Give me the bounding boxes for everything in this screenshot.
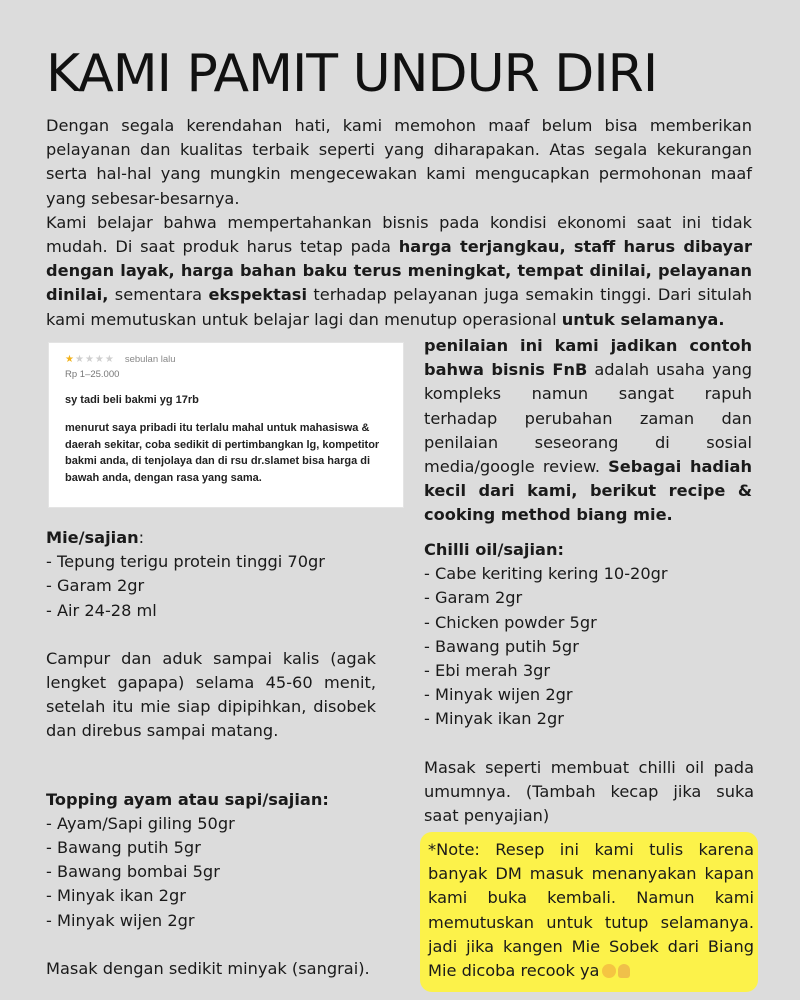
- bold-text: ekspektasi: [208, 285, 307, 305]
- list-item: - Bawang bombai 5gr: [46, 862, 220, 882]
- mie-method: Campur dan aduk sampai kalis (agak lengket gapapa) selama 45-60 menit, setelah itu mie siap dipipihkan, disobek dan direbus sampai matang.: [46, 648, 376, 741]
- text-run: sementara: [108, 285, 209, 305]
- text-run: Kami belajar bahwa mempertahankan bisnis pada kondisi ekonomi saat ini tidak mudah. Di saat produk harus tetap pada: [46, 212, 752, 257]
- chilli-heading: Chilli oil/sajian:: [424, 540, 564, 559]
- google-review-card: [48, 342, 404, 508]
- bold-text: Sebagai hadiah kecil dari kami, berikut recipe & cooking method biang mie.: [424, 457, 752, 525]
- intro-text: [46, 114, 752, 332]
- topping-method: Masak dengan sedikit minyak (sangrai).: [46, 958, 370, 978]
- star-empty-icon: ★: [74, 353, 85, 365]
- mie-heading: [46, 526, 376, 550]
- star-empty-icon: ★: [104, 353, 115, 365]
- bold-text: Mie/sajian: [46, 528, 139, 547]
- list-item: - Minyak wijen 2gr: [424, 685, 573, 705]
- page-title: KAMI PAMIT UNDUR DIRI: [46, 44, 658, 104]
- review-line-1: sy tadi beli bakmi yg 17rb: [65, 394, 199, 406]
- list-item: - Ayam/Sapi giling 50gr: [46, 813, 235, 833]
- left-column: [46, 526, 376, 981]
- list-item: - Bawang putih 5gr: [424, 636, 579, 656]
- review-body: menurut saya pribadi itu terlalu mahal untuk mahasiswa & daerah sekitar, coba sedikit di pertimbangkan lg, kompetitor bakmi anda, di tenjolaya dan di rsu dr.slamet bisa harga di bawah anda, dengan rasa yang sama.: [65, 422, 380, 484]
- bold-text: penilaian ini kami jadikan contoh bahwa bisnis FnB: [424, 336, 752, 380]
- list-item: - Ebi merah 3gr: [424, 661, 551, 681]
- list-item: - Garam 2gr: [46, 576, 145, 596]
- topping-ingredient-list: [46, 812, 376, 933]
- star-rating: [65, 354, 115, 365]
- list-item: - Minyak ikan 2gr: [424, 709, 564, 729]
- list-item: - Tepung terigu protein tinggi 70gr: [46, 552, 325, 572]
- star-empty-icon: ★: [94, 353, 105, 365]
- praying-hands-emoji-icon: [618, 964, 630, 978]
- list-item: - Minyak ikan 2gr: [46, 886, 186, 906]
- list-item: - Garam 2gr: [424, 588, 523, 608]
- star-filled-icon: ★: [65, 353, 75, 365]
- list-item: - Minyak wijen 2gr: [46, 910, 195, 930]
- bold-text: harga terjangkau, staff harus dibayar dengan layak, harga bahan baku terus meningkat, tempat dinilai, pelayanan dinilai,: [46, 237, 752, 305]
- mie-ingredient-list: [46, 550, 376, 623]
- text-run: :: [138, 528, 145, 547]
- list-item: - Bawang putih 5gr: [46, 838, 201, 858]
- list-item: - Air 24-28 ml: [46, 600, 157, 620]
- review-time: sebulan lalu: [124, 353, 176, 365]
- right-column: [424, 538, 754, 828]
- chilli-ingredient-list: [424, 562, 754, 731]
- bold-text: untuk selamanya.: [561, 309, 725, 329]
- intro-paragraph-2: [46, 211, 752, 332]
- highlighted-note: [420, 832, 758, 992]
- topping-heading: Topping ayam atau sapi/sajian:: [46, 789, 329, 809]
- smiling-face-emoji-icon: [602, 964, 616, 978]
- list-item: - Cabe keriting kering 10-20gr: [424, 564, 668, 584]
- text-run: adalah usaha yang kompleks namun sangat rapuh terhadap perubahan zaman dan penilaian seseorang di sosial media/google review.: [424, 360, 752, 477]
- star-empty-icon: ★: [84, 353, 95, 365]
- list-item: - Chicken powder 5gr: [424, 612, 597, 632]
- chilli-method: Masak seperti membuat chilli oil pada umumnya. (Tambah kecap jika suka saat penyajian): [424, 757, 754, 826]
- review-header: [65, 351, 391, 367]
- review-commentary: [424, 334, 752, 528]
- note-text: *Note: Resep ini kami tulis karena banyak DM masuk menanyakan kapan kami buka kembali. Namun kami memutuskan untuk tutup selamanya. jadi jika kangen Mie Sobek dari Biang Mie dicoba recook ya: [428, 840, 754, 981]
- review-price: Rp 1–25.000: [65, 369, 120, 380]
- text-run: terhadap pelayanan juga semakin tinggi. Dari situlah kami memutuskan untuk belajar lagi dan menutup operasional: [46, 285, 752, 329]
- intro-paragraph-1: Dengan segala kerendahan hati, kami memohon maaf belum bisa memberikan pelayanan dan kualitas terbaik seperti yang diharapakan. Atas segala kekurangan serta hal-hal yang mungkin mengecewakan kami mengucapkan permohonan maaf yang sebesar-besarnya.: [46, 116, 752, 208]
